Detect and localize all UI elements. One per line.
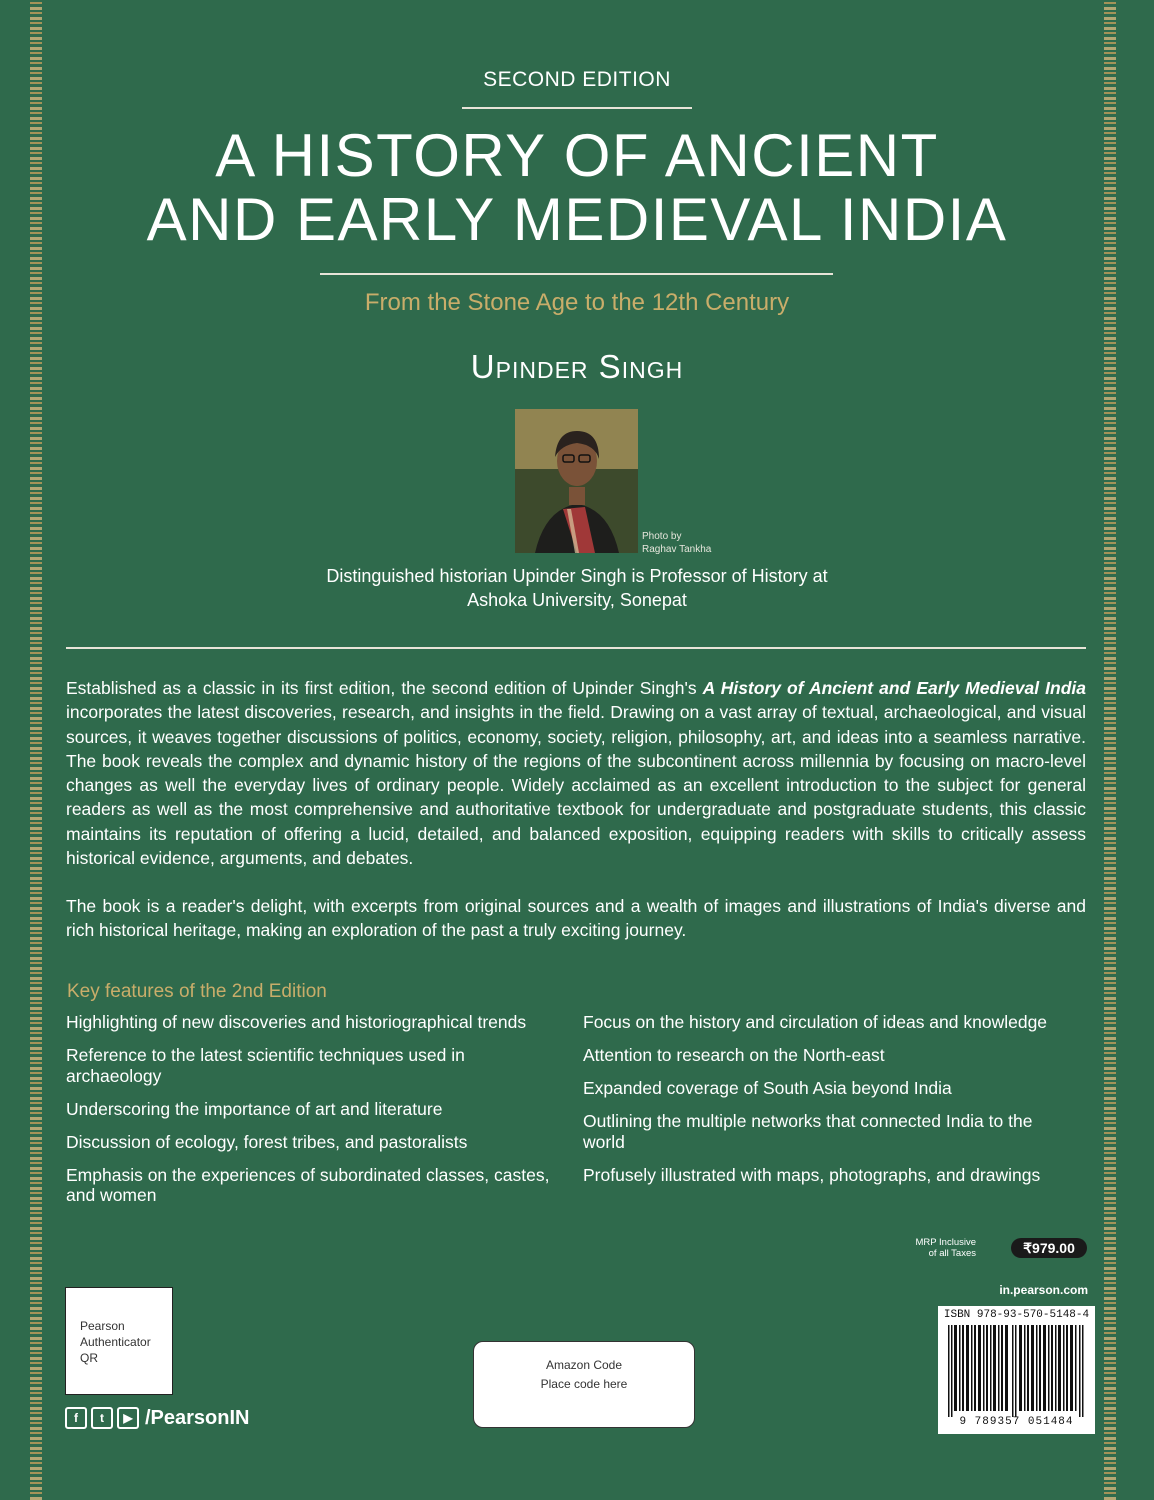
social-handle: /PearsonIN — [145, 1406, 250, 1429]
divider — [462, 107, 692, 109]
barcode-icon — [946, 1325, 1087, 1417]
book-subtitle: From the Stone Age to the 12th Century — [364, 289, 790, 316]
feature-item: Emphasis on the experiences of subordinated classes, castes, and women — [66, 1164, 550, 1205]
publisher-website[interactable]: in.pearson.com — [999, 1283, 1088, 1297]
feature-item: Reference to the latest scientific techniques used in archaeology — [66, 1045, 465, 1086]
feature-item: Profusely illustrated with maps, photographs, and drawings — [583, 1164, 1041, 1185]
title-line-2: AND EARLY MEDIEVAL INDIA — [146, 186, 1008, 253]
features-right-column — [583, 1012, 1073, 1198]
author-bio: Distinguished historian Upinder Singh is Professor of History at Ashoka University, Sonepat — [326, 566, 828, 610]
youtube-icon[interactable]: ▶ — [117, 1407, 139, 1429]
facebook-icon[interactable]: f — [65, 1407, 87, 1429]
author-name: Upinder Singh — [470, 348, 684, 385]
feature-item: Expanded coverage of South Asia beyond India — [583, 1078, 952, 1098]
feature-item: Highlighting of new discoveries and historiographical trends — [66, 1012, 527, 1032]
photo-credit: Photo by Raghav Tankha — [642, 531, 712, 555]
description-paragraph-2: The book is a reader's delight, with excerpts from original sources and a wealth of images and illustrations of India's diverse and rich historical heritage, making an exploration of the past a truly exciting journey. — [66, 896, 1086, 941]
feature-item: Attention to research on the North-east — [583, 1045, 885, 1065]
social-links — [65, 1406, 249, 1430]
book-title — [0, 124, 1154, 252]
book-title-inline: A History of Ancient and Early Medieval India — [702, 678, 1086, 698]
price-badge: ₹979.00 — [1011, 1238, 1087, 1258]
feature-item: Focus on the history and circulation of ideas and knowledge — [583, 1012, 1048, 1032]
twitter-icon[interactable]: t — [91, 1407, 113, 1429]
features-heading: Key features of the 2nd Edition — [67, 981, 327, 1002]
isbn-barcode — [938, 1306, 1095, 1434]
title-line-1: A HISTORY OF ANCIENT — [215, 122, 939, 189]
isbn-text: ISBN 978-93-570-5148-4 — [943, 1309, 1090, 1321]
price-label: MRP Inclusive of all Taxes — [915, 1237, 976, 1259]
feature-item: Discussion of ecology, forest tribes, and pastoralists — [66, 1131, 468, 1152]
features-left-column — [66, 1012, 556, 1218]
authenticator-qr-placeholder: Pearson Authenticator QR — [65, 1287, 173, 1395]
author-photo — [515, 409, 638, 553]
description-paragraph-1: Established as a classic in its first edition, the second edition of Upinder Singh's A History of Ancient and Early Medieval India incorporates the latest discoveries, research, and insights in the field. Drawing on a vast array of textual, archaeological, and visual sources, it weaves together discussions of politics, economy, society, religion, philosophy, art, and ideas into a seamless narrative. The book reveals the complex and dynamic history of the regions of the subcontinent across millennia by focusing on macro-level changes as well the everyday lives of ordinary people. Widely acclaimed as an excellent introduction to the subject for general readers as well as the most comprehensive and authoritative textbook for undergraduate and postgraduate students, this classic maintains its reputation of offering a lucid, detailed, and balanced exposition, equipping readers with skills to critically assess historical evidence, arguments, and debates. — [66, 678, 1086, 869]
edition-label: SECOND EDITION — [483, 68, 671, 91]
barcode-digits: 9 789357 051484 — [959, 1416, 1074, 1428]
divider — [320, 273, 833, 275]
amazon-code-placeholder: Amazon Code Place code here — [473, 1341, 695, 1428]
divider — [66, 647, 1086, 649]
feature-item: Outlining the multiple networks that connected India to the world — [583, 1111, 1033, 1152]
feature-item: Underscoring the importance of art and literature — [66, 1098, 443, 1119]
